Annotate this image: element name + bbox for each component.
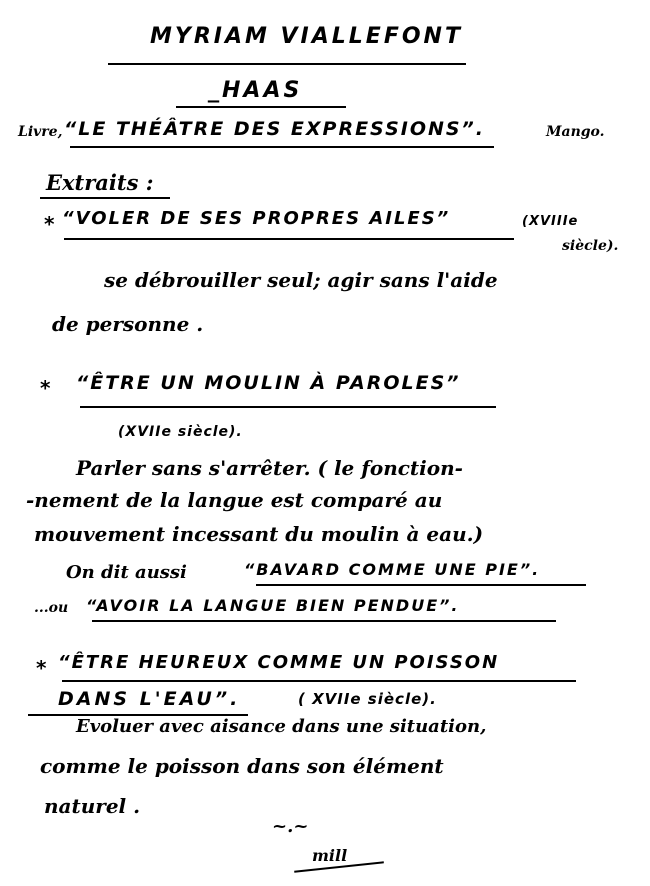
entry-1-title: “VOLER DE SES PROPRES AILES” bbox=[62, 208, 451, 229]
author-name-suffix: _HAAS bbox=[208, 78, 303, 103]
entry-3-title-line-2: DANS L'EAU”. bbox=[58, 688, 241, 710]
entry-2-title: “ÊTRE UN MOULIN À PAROLES” bbox=[76, 372, 461, 394]
entry-2-title-underline bbox=[80, 406, 496, 408]
author-suffix-underline bbox=[176, 106, 346, 108]
entry-3-text-line-3: naturel . bbox=[44, 794, 141, 818]
author-underline bbox=[108, 63, 466, 65]
entry-2-also-quote-2: “AVOIR LA LANGUE BIEN PENDUE”. bbox=[86, 596, 460, 615]
entry-2-also-prefix-2: ...ou bbox=[34, 600, 69, 616]
entry-1-text-line-1: se débrouiller seul; agir sans l'aide bbox=[104, 268, 498, 292]
entry-2-century: (XVIIe siècle). bbox=[118, 424, 243, 440]
entry-2-also-prefix-1: On dit aussi bbox=[66, 562, 187, 583]
entry-2-also-quote-1: “BAVARD COMME UNE PIE”. bbox=[244, 560, 541, 579]
author-name: MYRIAM VIALLEFONT bbox=[150, 24, 463, 49]
entry-2-text-line-3: mouvement incessant du moulin à eau.) bbox=[34, 522, 484, 546]
extraits-label: Extraits : bbox=[46, 170, 154, 195]
book-title-underline bbox=[70, 146, 494, 148]
entry-2-text-line-2: -nement de la langue est comparé au bbox=[26, 488, 443, 512]
entry-2-also-quote-2-underline bbox=[92, 620, 556, 622]
entry-2-text-line-1: Parler sans s'arrêter. ( le fonction- bbox=[76, 456, 463, 480]
book-title: “LE THÉÂTRE DES EXPRESSIONS”. bbox=[64, 118, 486, 140]
footer-separator: ~.~ bbox=[272, 816, 309, 837]
entry-3-text-line-2: comme le poisson dans son élément bbox=[40, 754, 444, 778]
entry-3-bullet: * bbox=[36, 656, 50, 680]
entry-1-bullet: * bbox=[44, 212, 58, 236]
entry-1-century-b: siècle). bbox=[562, 238, 619, 254]
entry-2-also-quote-1-underline bbox=[256, 584, 586, 586]
entry-2-bullet: * bbox=[40, 376, 54, 400]
signature: mill bbox=[312, 846, 348, 865]
publisher: Mango. bbox=[546, 124, 605, 140]
entry-3-text-line-1: Evoluer avec aisance dans une situation, bbox=[76, 716, 487, 737]
entry-3-century: ( XVIIe siècle). bbox=[298, 690, 437, 708]
book-prefix: Livre, bbox=[18, 124, 63, 140]
extraits-underline bbox=[40, 197, 170, 199]
entry-3-title-line-1: “ÊTRE HEUREUX COMME UN POISSON bbox=[58, 652, 500, 673]
entry-3-title-underline-1 bbox=[62, 680, 576, 682]
entry-1-century-a: (XVIIIe bbox=[522, 214, 579, 229]
entry-1-title-underline bbox=[64, 238, 514, 240]
entry-1-text-line-2: de personne . bbox=[52, 312, 204, 336]
